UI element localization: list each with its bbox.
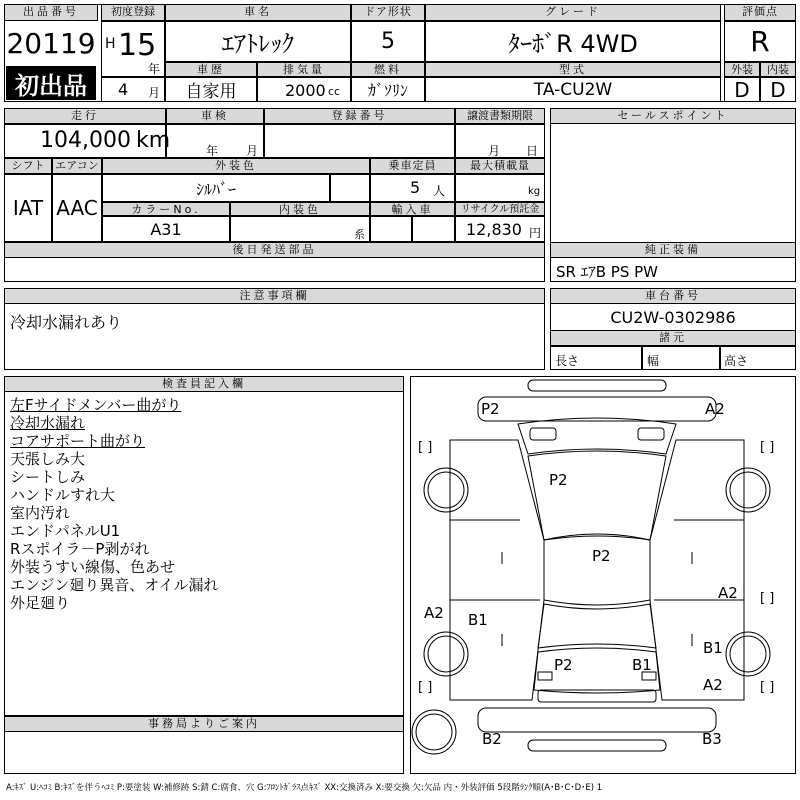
fuel-label: 燃料 [351,62,425,77]
registration-month-unit: 月 [148,86,161,100]
height-label: 高さ [724,354,749,368]
max-load-unit: kg [528,186,541,197]
chassis-number: CU2W-0302986 [610,307,736,327]
damage-b1-right: B1 [703,639,723,657]
exterior-color: ｼﾙﾊﾞｰ [102,174,330,202]
interior-grade-label: 内装 [760,62,796,77]
legend: A:ｷｽﾞ U:ﾍｺﾐ B:ｷｽﾞを伴うﾍｺﾐ P:要塗装 W:補修跡 S:錆 C:腐食、穴 G:ﾌﾛﾝﾄｶﾞﾗｽ点ｷｽﾞ XX:交換済み X:要交換 欠:欠品 内・外装評価 5段階ﾗﾝｸ順(A･B･C･D･E) 1 [6,783,603,793]
svg-text:[ ]: [ ] [760,591,775,606]
aircon: AAC [52,174,102,242]
door-count: 5 [351,21,425,62]
recycle-label: リサイクル預託金 [455,202,545,216]
recycle-amount: 12,830 [466,220,522,239]
capacity-label: 乗車定員 [370,158,455,174]
inspector-item: ハンドルすれ大 [10,486,116,504]
interior-color-cell [230,216,370,242]
damage-b1-rear: B1 [632,656,652,674]
score-label: 評価点 [724,4,796,21]
damage-b3: B3 [702,730,722,748]
damage-p2-rear: P2 [554,656,573,674]
registration-number-label: 登録番号 [264,108,455,124]
shift-label: シフト [4,158,52,174]
equipment-label: 純正装備 [550,242,796,258]
mileage-label: 走行 [4,108,166,124]
dimensions-label: 諸元 [550,330,796,346]
recycle-unit: 円 [529,226,542,240]
damage-diagram-box [410,376,796,774]
interior-color-label: 内装色 [230,202,370,216]
mileage-unit: km [136,128,171,153]
exterior-color-extra [330,174,370,202]
displacement-label: 排気量 [257,62,351,77]
inspector-item: エンドパネルU1 [10,522,121,540]
svg-text:[ ]: [ ] [760,680,775,695]
transfer-day-unit: 日 [526,144,539,158]
width-label: 幅 [647,354,660,368]
model: TA-CU2W [425,77,721,102]
exterior-color-label: 外装色 [102,158,370,174]
damage-p2-front-left: P2 [481,400,500,418]
lot-number-label: 出品番号 [4,4,98,21]
damage-a2-left: A2 [424,604,444,622]
transfer-deadline-label: 譲渡書類期限 [455,108,545,124]
inspector-item: 冷却水漏れ [10,414,86,432]
mileage: 104,000 [40,128,131,153]
inspector-item: エンジン廻り異音、オイル漏れ [10,576,219,594]
transfer-month-unit: 月 [488,144,501,158]
car-name-label: 車名 [165,4,351,21]
grade: ﾀｰﾎﾞR 4WD [425,21,721,62]
color-number: A31 [102,216,230,242]
lot-number: 20119 [6,26,96,60]
sales-point-label: セールスポイント [550,108,796,124]
office-label: 事務局よりご案内 [4,716,404,732]
inspection-month-unit: 月 [246,144,259,158]
damage-p2-center: P2 [592,547,611,565]
shift: IAT [4,174,52,242]
damage-b2: B2 [482,730,502,748]
inspector-item: 左Fサイドメンバー曲がり [10,396,182,414]
damage-b1-left: B1 [468,611,488,629]
exterior-grade: D [724,77,760,102]
import-cell-a [370,216,412,242]
registration-year-unit: 年 [148,62,161,76]
first-listing-badge: 初出品 [6,66,96,100]
chassis-label: 車台番号 [550,288,796,304]
car-name: ｴｱﾄﾚｯｸ [165,21,351,62]
inspector-item: 外装うすい線傷、色あせ [10,558,176,576]
exterior-grade-label: 外装 [724,62,760,77]
damage-a2-right: A2 [718,584,738,602]
notes: 冷却水漏れあり [10,313,123,332]
interior-color-unit: 系 [354,228,365,241]
max-load-label: 最大積載量 [455,158,545,174]
inspector-item: コアサポート曲がり [10,432,146,450]
damage-a2-front-right: A2 [705,400,725,418]
import-cell-b [412,216,455,242]
inspector-item: Rスポイラ－P剥がれ [10,540,150,558]
registration-month: 4 [118,80,129,99]
capacity-unit: 人 [433,184,446,198]
inspector-item: 室内汚れ [10,504,71,522]
svg-text:[ ]: [ ] [418,680,433,695]
registration-number-cell [264,124,455,158]
later-parts-label: 後日発送部品 [4,242,545,258]
damage-p2-roof: P2 [549,471,568,489]
svg-text:[ ]: [ ] [418,440,433,455]
capacity: 5 [410,178,421,197]
length-label: 長さ [555,354,580,368]
import-label: 輸入車 [370,202,455,216]
inspector-item: シートしみ [10,468,86,486]
door-type-label: ドア形状 [351,4,425,21]
aircon-label: エアコン [52,158,102,174]
first-registration-label: 初度登録 [101,4,165,21]
equipment: SR ｴｱB PS PW [556,263,658,281]
svg-text:[ ]: [ ] [760,440,775,455]
inspector-label: 検査員記入欄 [4,376,404,392]
inspection-year-unit: 年 [206,144,219,158]
registration-era: H [105,36,116,52]
notes-label: 注意事項欄 [4,288,545,304]
fuel: ｶﾞｿﾘﾝ [351,77,425,102]
displacement: 2000 [285,81,326,100]
grade-label: グレード [425,4,721,21]
displacement-unit: cc [328,85,341,98]
color-number-label: カラーNo. [102,202,230,216]
history: 自家用 [165,77,257,102]
model-label: 型式 [425,62,721,77]
registration-year: 15 [118,28,157,63]
score: R [724,21,796,62]
history-label: 車歴 [165,62,257,77]
inspector-list [10,396,219,612]
damage-a2-rear-right: A2 [703,676,723,694]
inspection-label: 車検 [166,108,264,124]
inspector-item: 外足廻り [10,594,71,612]
interior-grade: D [760,77,796,102]
inspector-item: 天張しみ大 [10,450,86,468]
